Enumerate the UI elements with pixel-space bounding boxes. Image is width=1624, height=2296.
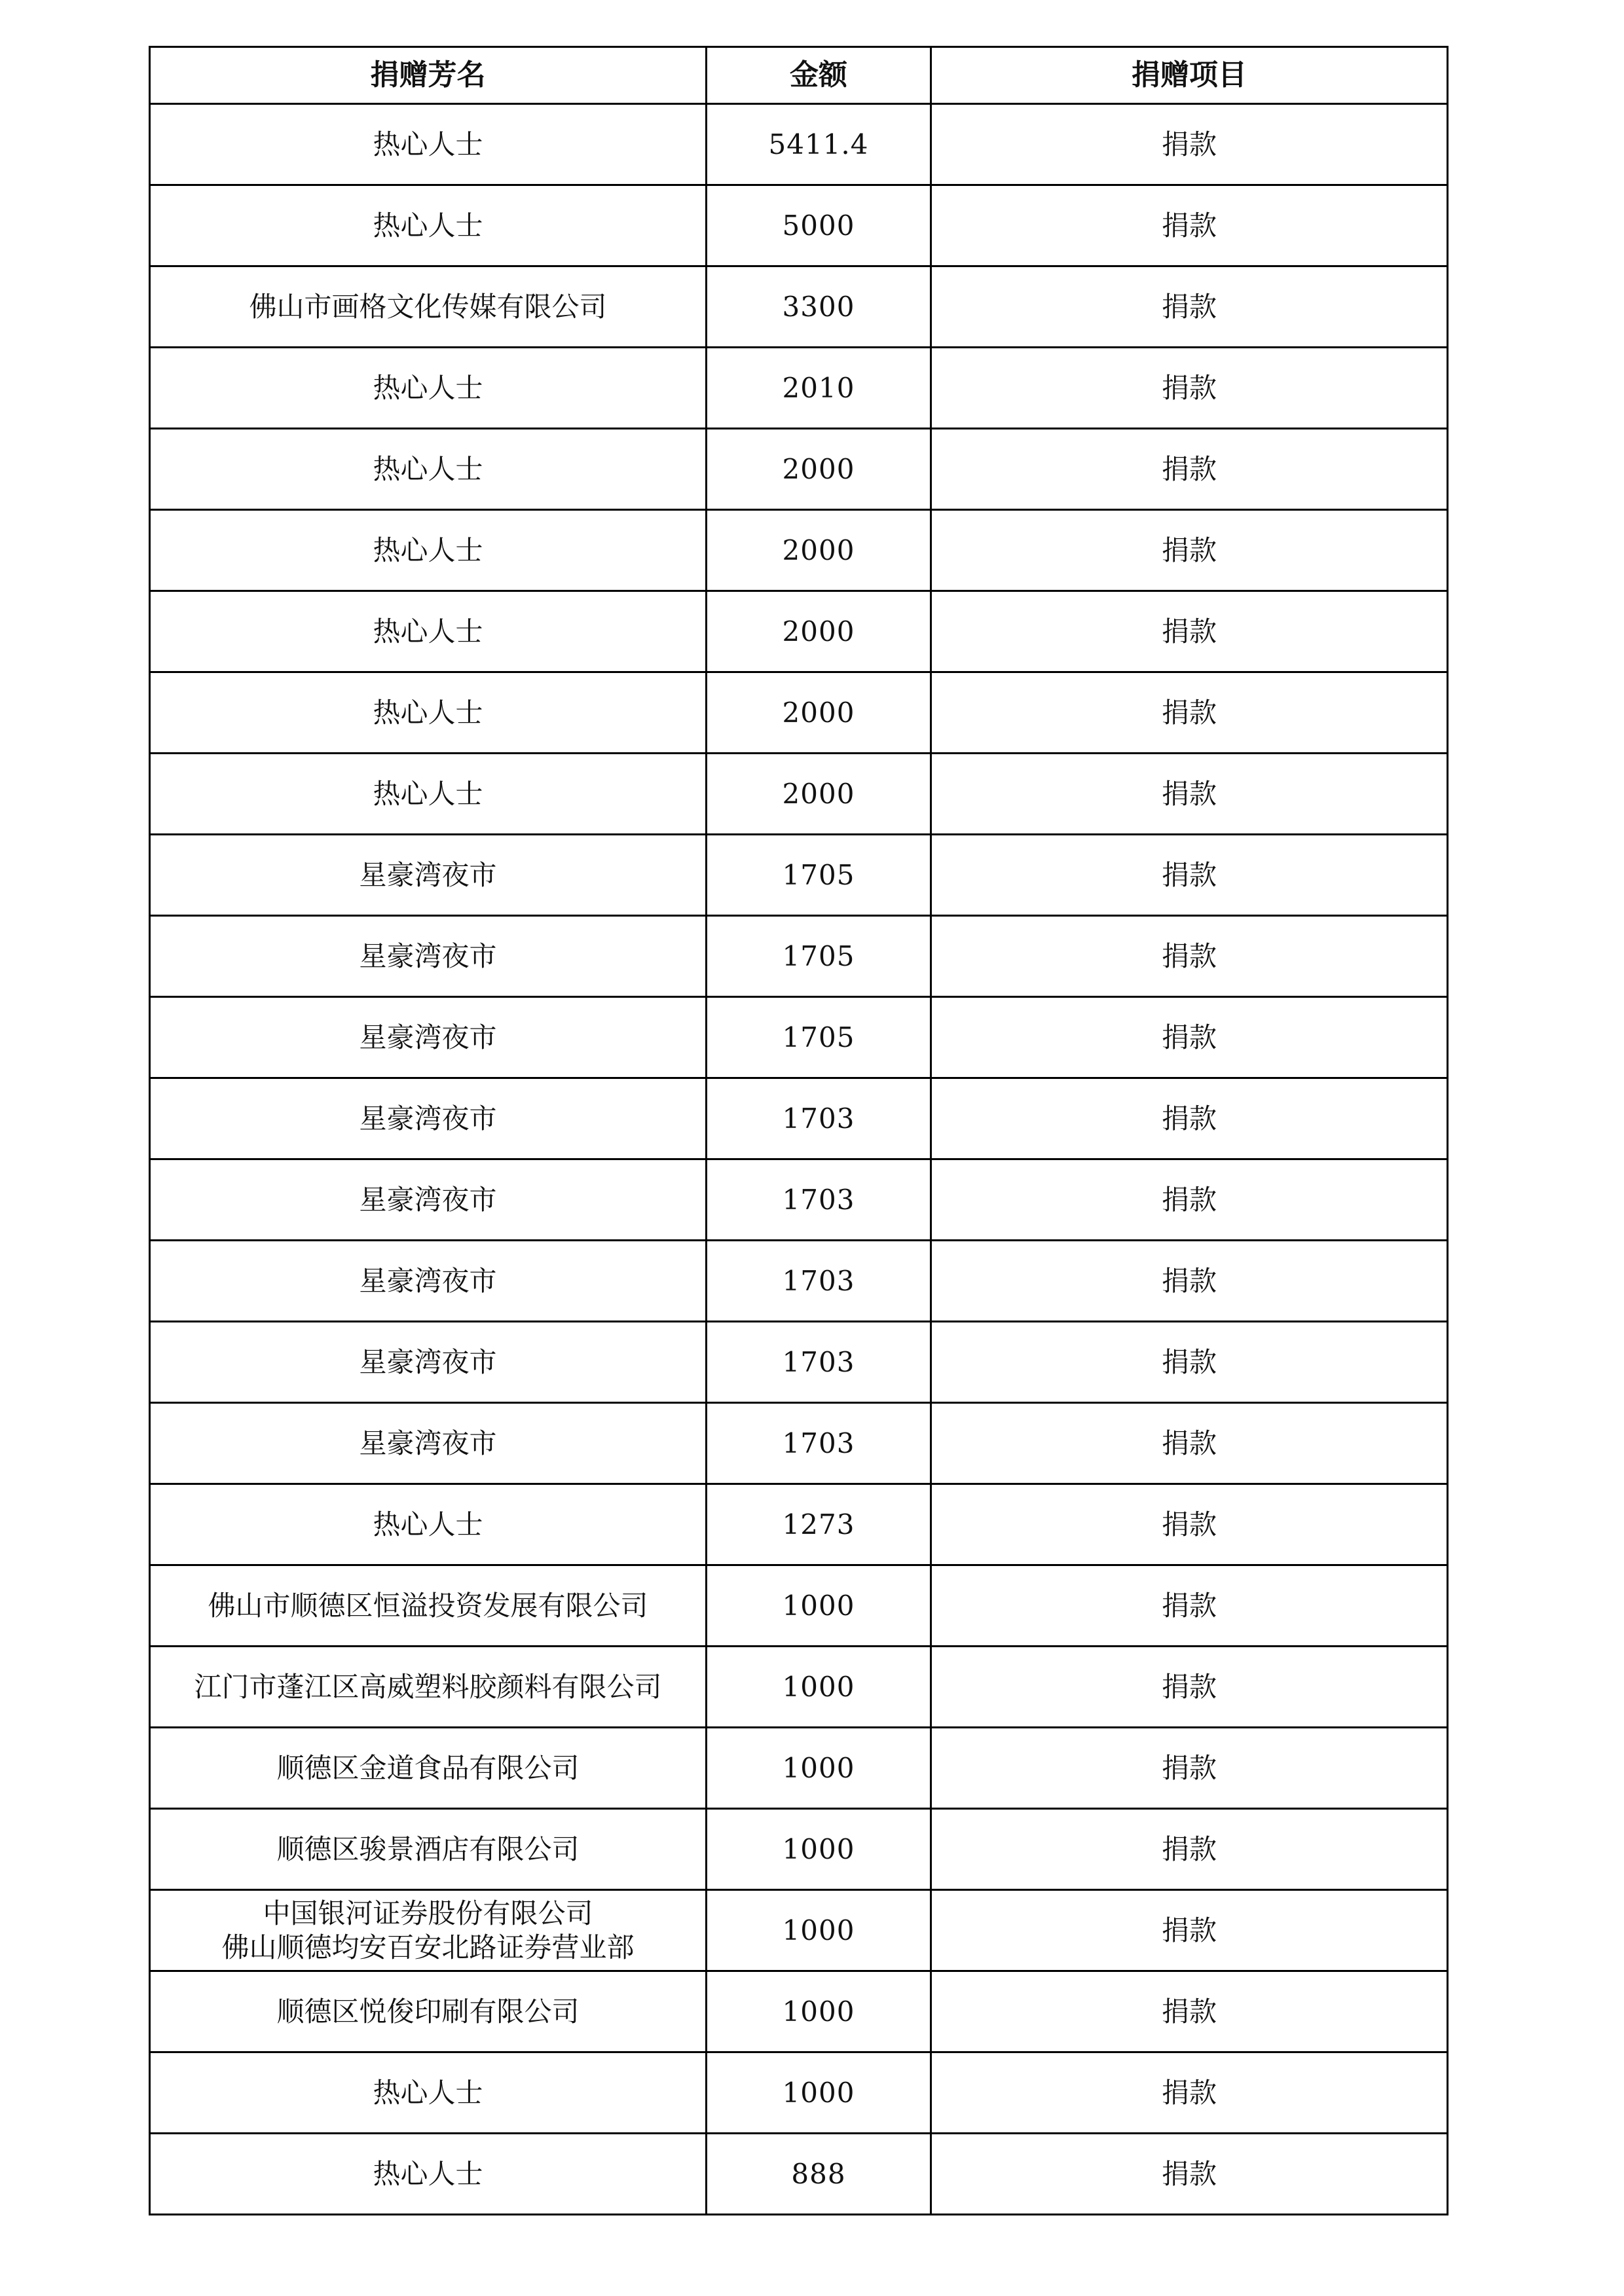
project-cell: 捐款 [931, 997, 1448, 1078]
amount-cell: 1703 [707, 1078, 931, 1159]
donor-name-cell [150, 2052, 707, 2134]
table-row [150, 835, 1448, 916]
donor-name-cell [150, 591, 707, 672]
table-row [150, 1159, 1448, 1241]
header-row [150, 47, 1448, 104]
header-donor-name: 捐赠芳名 [150, 47, 707, 104]
table-row [150, 2134, 1448, 2215]
table-row [150, 1241, 1448, 1322]
project-cell: 捐款 [931, 1565, 1448, 1647]
table-row [150, 1647, 1448, 1728]
donor-name-cell [150, 1403, 707, 1484]
project-cell: 捐款 [931, 754, 1448, 835]
amount-cell: 2000 [707, 672, 931, 754]
project-cell: 捐款 [931, 672, 1448, 754]
donor-name-cell [150, 1159, 707, 1241]
amount-cell: 1705 [707, 997, 931, 1078]
donor-name-cell [150, 429, 707, 510]
donor-name: 星豪湾夜市 [359, 1021, 497, 1053]
donor-name: 江门市蓬江区高威塑料胶颜料有限公司 [194, 1670, 662, 1703]
table-row [150, 185, 1448, 266]
table-row [150, 997, 1448, 1078]
donor-name: 星豪湾夜市 [359, 1345, 497, 1378]
project-cell: 捐款 [931, 1241, 1448, 1322]
project-cell: 捐款 [931, 591, 1448, 672]
donor-name-cell [150, 2134, 707, 2215]
table-row [150, 916, 1448, 997]
project-cell: 捐款 [931, 348, 1448, 429]
donor-name: 星豪湾夜市 [359, 858, 497, 891]
donor-name: 热心人士 [373, 371, 483, 404]
amount-cell: 1703 [707, 1241, 931, 1322]
donor-name-cell [150, 1078, 707, 1159]
table-row [150, 1809, 1448, 1890]
donor-name: 热心人士 [373, 128, 483, 160]
donor-name: 热心人士 [373, 2076, 483, 2109]
donor-name-cell [150, 1728, 707, 1809]
project-cell: 捐款 [931, 1728, 1448, 1809]
amount-cell: 1000 [707, 1728, 931, 1809]
donor-name-cell [150, 997, 707, 1078]
amount-cell: 2000 [707, 429, 931, 510]
donor-name-cell [150, 185, 707, 266]
amount-cell: 2000 [707, 754, 931, 835]
table-row [150, 591, 1448, 672]
table-row [150, 754, 1448, 835]
amount-cell: 1703 [707, 1159, 931, 1241]
donor-name: 热心人士 [373, 534, 483, 566]
project-cell: 捐款 [931, 1809, 1448, 1890]
table-row [150, 510, 1448, 591]
donor-name: 热心人士 [373, 2157, 483, 2190]
amount-cell: 2000 [707, 510, 931, 591]
donor-name-cell [150, 266, 707, 348]
project-cell: 捐款 [931, 1403, 1448, 1484]
amount-cell: 888 [707, 2134, 931, 2215]
donor-name-cell [150, 1971, 707, 2052]
donor-name-cell [150, 1241, 707, 1322]
donor-name: 热心人士 [373, 1508, 483, 1540]
donor-name-cell [150, 754, 707, 835]
table-row [150, 2052, 1448, 2134]
amount-cell: 5411.4 [707, 104, 931, 185]
amount-cell: 1705 [707, 835, 931, 916]
donor-name-cell [150, 916, 707, 997]
donor-name: 顺德区金道食品有限公司 [276, 1751, 580, 1784]
donor-name-cell [150, 835, 707, 916]
project-cell: 捐款 [931, 510, 1448, 591]
amount-cell: 1703 [707, 1403, 931, 1484]
donor-name-cell [150, 510, 707, 591]
project-cell: 捐款 [931, 1971, 1448, 2052]
project-cell: 捐款 [931, 2134, 1448, 2215]
amount-cell: 1000 [707, 1890, 931, 1971]
donor-name: 热心人士 [373, 452, 483, 485]
table-row [150, 348, 1448, 429]
donor-name-cell [150, 1890, 707, 1971]
table-row [150, 672, 1448, 754]
project-cell: 捐款 [931, 185, 1448, 266]
table-row [150, 1322, 1448, 1403]
donor-name: 顺德区骏景酒店有限公司 [276, 1832, 580, 1865]
donor-name: 星豪湾夜市 [359, 1102, 497, 1135]
amount-cell: 3300 [707, 266, 931, 348]
amount-cell: 1273 [707, 1484, 931, 1565]
amount-cell: 1703 [707, 1322, 931, 1403]
project-cell: 捐款 [931, 1322, 1448, 1403]
donation-table [149, 46, 1449, 2215]
table-row [150, 1971, 1448, 2052]
table-row [150, 1565, 1448, 1647]
project-cell: 捐款 [931, 1647, 1448, 1728]
table-row [150, 429, 1448, 510]
donor-name-cell [150, 1647, 707, 1728]
project-cell: 捐款 [931, 835, 1448, 916]
amount-cell: 1000 [707, 2052, 931, 2134]
donor-name: 热心人士 [373, 777, 483, 810]
donor-name-cell [150, 104, 707, 185]
donor-name: 顺德区悦俊印刷有限公司 [276, 1995, 580, 2028]
donor-name-cell [150, 1809, 707, 1890]
project-cell: 捐款 [931, 1159, 1448, 1241]
project-cell: 捐款 [931, 266, 1448, 348]
header-project: 捐赠项目 [931, 47, 1448, 104]
project-cell: 捐款 [931, 1484, 1448, 1565]
donor-name: 佛山顺德均安百安北路证券营业部 [221, 1931, 635, 1963]
donor-name: 佛山市画格文化传媒有限公司 [249, 290, 607, 323]
project-cell: 捐款 [931, 2052, 1448, 2134]
project-cell: 捐款 [931, 429, 1448, 510]
project-cell: 捐款 [931, 104, 1448, 185]
header-amount: 金额 [707, 47, 931, 104]
table-row [150, 266, 1448, 348]
amount-cell: 1000 [707, 1565, 931, 1647]
project-cell: 捐款 [931, 916, 1448, 997]
amount-cell: 1705 [707, 916, 931, 997]
table-row [150, 1890, 1448, 1971]
amount-cell: 1000 [707, 1809, 931, 1890]
donor-name: 佛山市顺德区恒溢投资发展有限公司 [208, 1589, 648, 1622]
amount-cell: 1000 [707, 1647, 931, 1728]
donor-name-cell [150, 1322, 707, 1403]
table-row [150, 1078, 1448, 1159]
donor-name-cell [150, 1484, 707, 1565]
donor-name-cell [150, 1565, 707, 1647]
table-row [150, 104, 1448, 185]
donor-name-cell [150, 672, 707, 754]
donor-name: 星豪湾夜市 [359, 1183, 497, 1216]
table-row [150, 1484, 1448, 1565]
amount-cell: 2000 [707, 591, 931, 672]
amount-cell: 2010 [707, 348, 931, 429]
donor-name: 热心人士 [373, 209, 483, 242]
project-cell: 捐款 [931, 1890, 1448, 1971]
table-row [150, 1403, 1448, 1484]
donor-name: 热心人士 [373, 615, 483, 647]
amount-cell: 5000 [707, 185, 931, 266]
table-body [150, 104, 1448, 2215]
donor-name: 星豪湾夜市 [359, 1427, 497, 1459]
donor-name: 中国银河证券股份有限公司 [263, 1897, 593, 1929]
donor-name-cell [150, 348, 707, 429]
table-row [150, 1728, 1448, 1809]
amount-cell: 1000 [707, 1971, 931, 2052]
donor-name: 热心人士 [373, 696, 483, 729]
donor-name: 星豪湾夜市 [359, 1264, 497, 1297]
project-cell: 捐款 [931, 1078, 1448, 1159]
donor-name: 星豪湾夜市 [359, 939, 497, 972]
